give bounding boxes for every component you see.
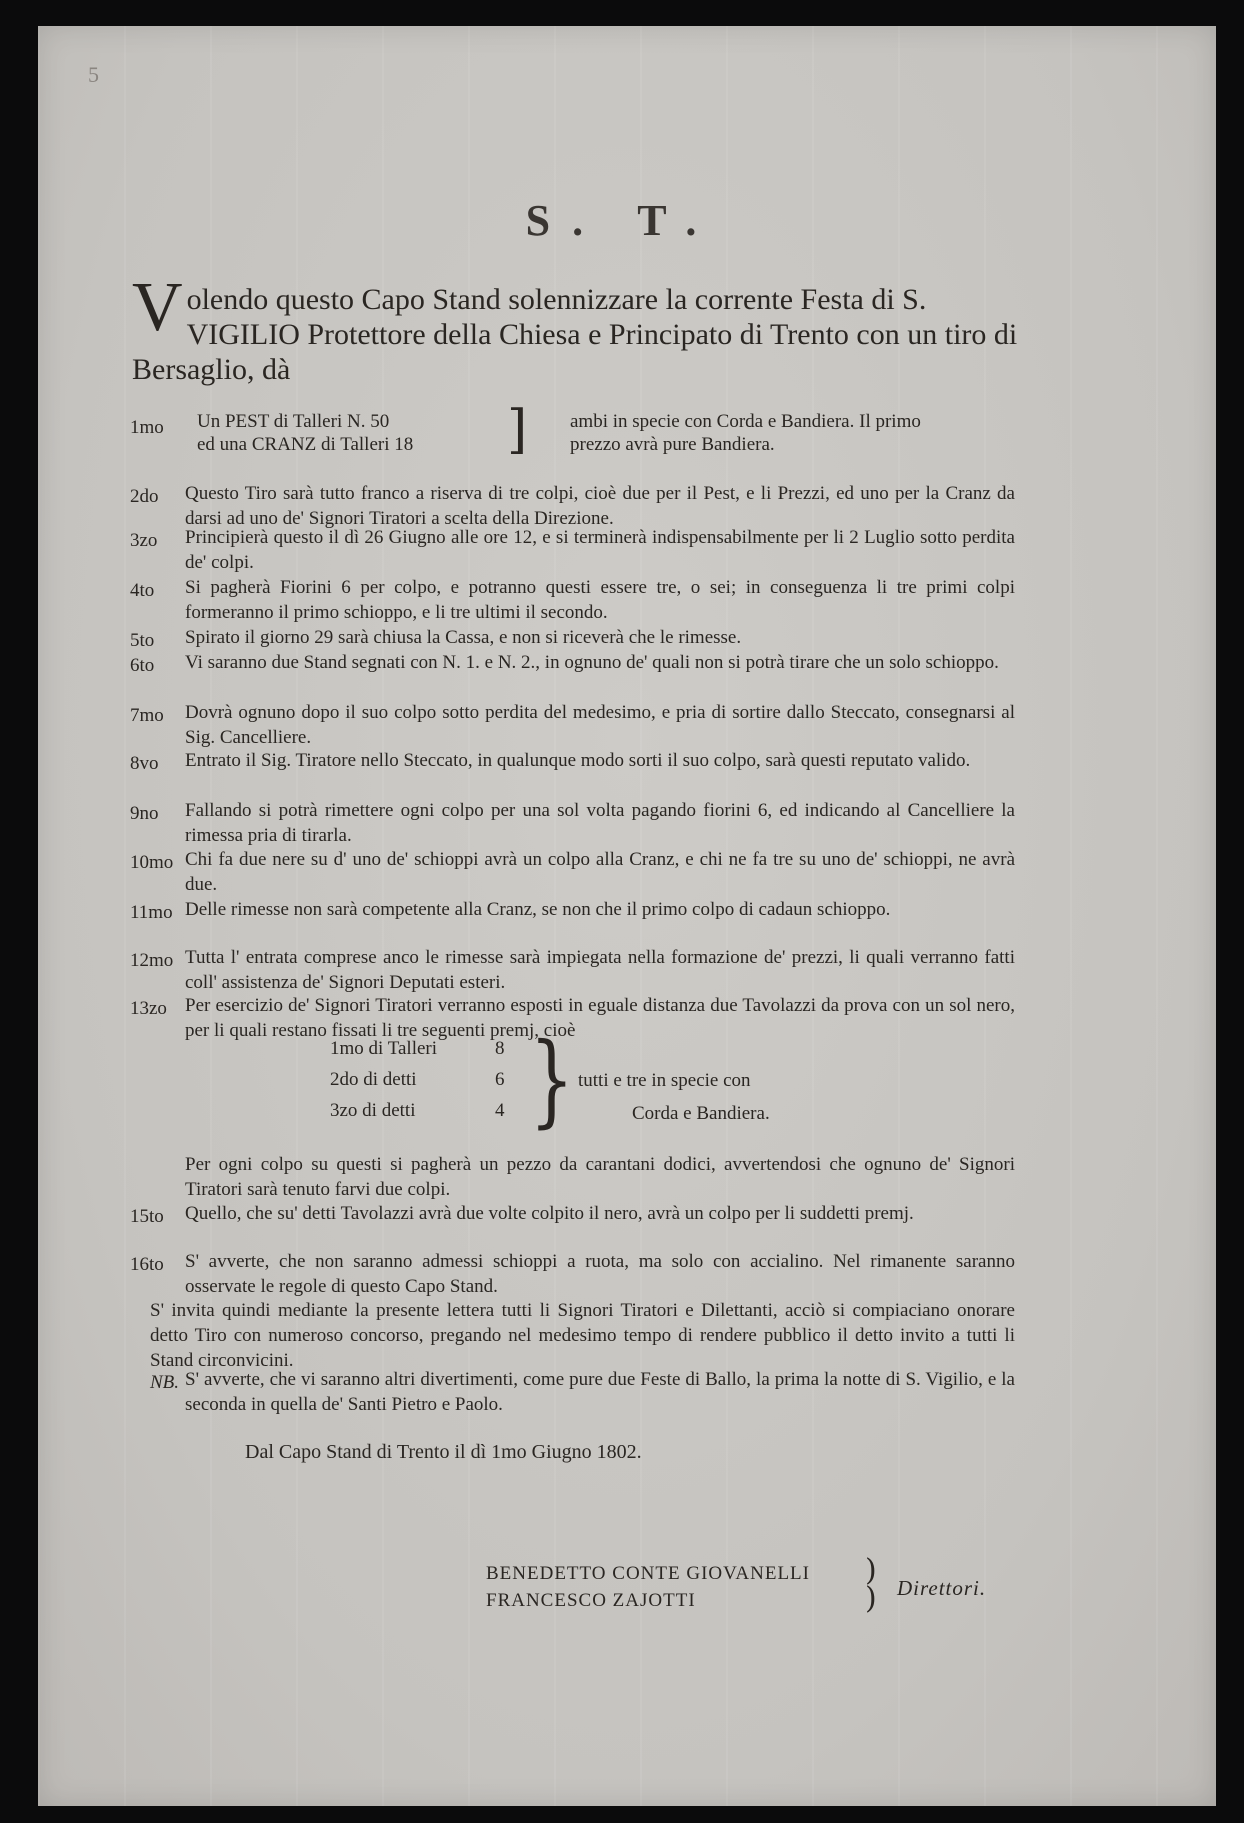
item-number: 15to [130,1206,164,1227]
item-number: 3zo [130,530,158,551]
item1-line1-left: Un PEST di Talleri N. 50 [197,411,390,432]
heading-title: S. T. [525,196,719,245]
item-number: 2do [130,486,159,507]
prize-label: 1mo di Talleri [330,1038,438,1059]
item-number: 13zo [130,998,167,1019]
item-text: Principierà questo il dì 26 Giugno alle ore 12, e si terminerà indispensabilmente per li 2 Luglio sotto perdita de' colpi. [185,527,1015,573]
prize-row [330,1033,510,1064]
prize-label: 3zo di detti [330,1100,416,1121]
item-number: 6to [130,655,155,676]
prizes-note-line1: tutti e tre in specie con [578,1070,751,1091]
item-number: 9no [130,803,159,824]
item-text: Si pagherà Fiorini 6 per colpo, e potranno questi essere tre, o sei; in conseguenza li tre primi colpi formeranno il primo schioppo, e li tre ultimi il secondo. [185,577,1015,623]
prize-value: 4 [495,1100,505,1121]
item-number: 16to [130,1254,164,1275]
item-number: 8vo [130,753,159,774]
item-text: Chi fa due nere su d' uno de' schioppi avrà un colpo alla Cranz, e chi ne fa tre su uno de' schioppi, ne avrà due. [185,849,1015,895]
item-text: Dovrà ognuno dopo il suo colpo sotto perdita del medesimo, e pria di sortire dallo Steccato, consegnarsi al Sig. Cancelliere. [185,702,1015,748]
bracket: ] [507,400,528,460]
intro-text: olendo questo Capo Stand solennizzare la corrente Festa di S. VIGILIO Protettore della Chiesa e Principato di Trento con un tiro di Bersaglio, dà [132,283,1018,386]
signer-name: FRANCESCO ZAJOTTI [486,1590,696,1611]
item-text: S' avverte, che non saranno admessi schioppi a ruota, ma solo con accialino. Nel rimanente saranno osservate le regole di questo Capo Stand. [185,1251,1015,1297]
nb-text: S' avverte, che vi saranno altri divertimenti, come pure due Feste di Ballo, la prima la notte di S. Vigilio, e la seconda in quella de' Santi Pietro e Paolo. [185,1369,1015,1415]
prize-row [330,1095,510,1126]
item-text: Quello, che su' detti Tavolazzi avrà due volte colpito il nero, avrà un colpo per li suddetti premj. [185,1203,914,1224]
corner-pencil-mark: 5 [88,62,99,87]
curly-brace: } [529,1021,575,1138]
signer-name: BENEDETTO CONTE GIOVANELLI [486,1563,810,1584]
item-text: Entrato il Sig. Tiratore nello Steccato, in qualunque modo sorti il suo colpo, sarà questi reputato valido. [185,750,971,771]
prize-row [330,1064,510,1095]
item-text: Fallando si potrà rimettere ogni colpo per una sol volta pagando fiorini 6, ed indicando al Cancelliere la rimessa pria di tirarla. [185,800,1015,846]
intro-paragraph [132,269,1022,387]
dateline: Dal Capo Stand di Trento il dì 1mo Giugno 1802. [245,1441,642,1463]
nb-label: NB. [150,1372,180,1393]
drop-cap: V [132,269,183,346]
signer-brace: ) ) [865,1553,877,1616]
item-number: 1mo [130,417,164,438]
prize-value: 8 [495,1038,505,1059]
item-text: Spirato il giorno 29 sarà chiusa la Cassa, e non si riceverà che le rimesse. [185,627,742,648]
item-number: 5to [130,630,155,651]
item1-line2-left: ed una CRANZ di Talleri 18 [197,434,414,455]
item-text: Delle rimesse non sarà competente alla Cranz, se non che il primo colpo di cadaun schioppo. [185,899,891,920]
item-number: 10mo [130,852,174,873]
item-text: Per esercizio de' Signori Tiratori verranno esposti in eguale distanza due Tavolazzi da prova con un sol nero, per li quali restano fissati li tre seguenti premj, cioè [185,995,1015,1041]
item-number: 12mo [130,950,174,971]
after-prizes-text: Per ogni colpo su questi si pagherà un pezzo da carantani dodici, avvertendosi che ognuno de' Signori Tiratori sarà tenuto farvi due colpi. [185,1154,1015,1200]
prize-label: 2do di detti [330,1069,417,1090]
prize-value: 6 [495,1069,505,1090]
prizes-note-line2: Corda e Bandiera. [632,1103,770,1124]
item-number: 11mo [130,902,173,923]
item-text: Questo Tiro sarà tutto franco a riserva di tre colpi, cioè due per il Pest, e li Prezzi, ed uno per la Cranz da darsi ad uno de' Signori Tiratori a scelta della Direzione. [185,483,1015,529]
item1-line2-right: prezzo avrà pure Bandiera. [570,434,775,455]
invite-paragraph: S' invita quindi mediante la presente lettera tutti li Signori Tiratori e Dilettanti, acciò si compiaciano onorare detto Tiro con numeroso concorso, pregando nel medesimo tempo di rendere pubblico il detto invito a tutti li Stand circonvicini. [150,1300,1015,1371]
prize-table [330,1033,510,1126]
signers-title: Direttori. [897,1576,987,1600]
item-text: Vi saranno due Stand segnati con N. 1. e N. 2., in ognuno de' quali non si potrà tirare che un solo schioppo. [185,652,999,673]
item-number: 4to [130,580,155,601]
item1-line1-right: ambi in specie con Corda e Bandiera. Il primo [570,411,921,432]
item-number: 7mo [130,705,164,726]
item-text: Tutta l' entrata comprese anco le rimesse sarà impiegata nella formazione de' prezzi, li quali verranno fatti coll' assistenza de' Signori Deputati esteri. [185,947,1015,993]
